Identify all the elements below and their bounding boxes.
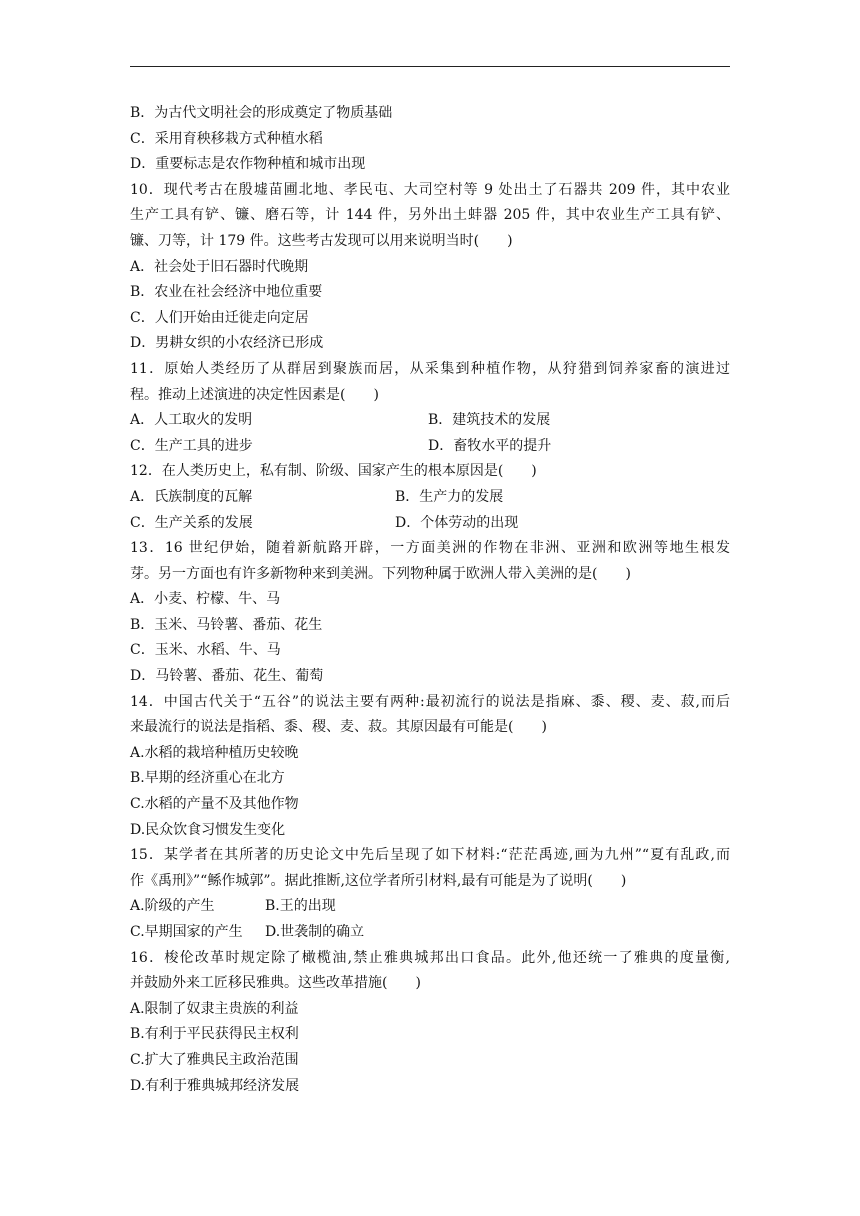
q16-option-d: D.有利于雅典城邦经济发展 xyxy=(130,1077,300,1094)
q12-option-a: A．氏族制度的瓦解 xyxy=(130,488,253,505)
q12-options-row-2 xyxy=(130,511,730,537)
q11-stem-line-2: 程。推动上述演进的决定性因素是( ) xyxy=(130,386,379,403)
q13-stem-line-1: 13．16 世纪伊始，随着新航路开辟，一方面美洲的作物在非洲、亚洲和欧洲等地生根发 xyxy=(130,540,730,557)
q11-options-row-1 xyxy=(130,408,730,434)
q10-stem-line-1: 10．现代考古在殷墟苗圃北地、孝民屯、大司空村等 9 处出土了石器共 209 件，其中农业 xyxy=(130,181,730,198)
q15-options-row-1 xyxy=(130,894,730,920)
q14-stem-line-2: 来最流行的说法是指稻、黍、稷、麦、菽。其原因最有可能是( ) xyxy=(130,719,547,736)
q15-option-d: D.世袭制的确立 xyxy=(265,924,365,940)
q11-option-d: D．畜牧水平的提升 xyxy=(428,437,552,454)
q15-stem-line-2: 作《禹刑》”“鲧作城郭”。据此推断,这位学者所引材料,最有可能是为了说明( ) xyxy=(130,872,627,889)
q9-option-c: C．采用育秧移栽方式种植水稻 xyxy=(130,130,323,147)
q16-option-a: A.限制了奴隶主贵族的利益 xyxy=(130,1000,299,1017)
q16-stem-line-2: 并鼓励外来工匠移民雅典。这些改革措施( ) xyxy=(130,975,421,992)
q12-options-row-1 xyxy=(130,485,730,511)
q16-option-b: B.有利于平民获得民主权利 xyxy=(130,1026,299,1043)
q10-option-d: D．男耕女织的小农经济已形成 xyxy=(130,335,324,352)
q10-option-c: C．人们开始由迁徙走向定居 xyxy=(130,309,309,326)
q15-options-row-2 xyxy=(130,920,730,946)
q16-option-c: C.扩大了雅典民主政治范围 xyxy=(130,1051,299,1068)
q10-stem-line-2: 生产工具有铲、镰、磨石等，计 144 件，另外出土蚌器 205 件，其中农业生产工具有铲、 xyxy=(130,207,730,224)
q13-option-d: D．马铃薯、番茄、花生、葡萄 xyxy=(130,668,324,685)
q14-option-d: D.民众饮食习惯发生变化 xyxy=(130,821,286,838)
q12-option-d: D．个体劳动的出现 xyxy=(395,514,519,531)
q10-option-b: B．农业在社会经济中地位重要 xyxy=(130,284,323,301)
q15-option-c: C.早期国家的产生 xyxy=(130,924,243,940)
q11-option-c: C．生产工具的进步 xyxy=(130,437,253,454)
q10-option-a: A．社会处于旧石器时代晚期 xyxy=(130,258,309,275)
q14-option-b: B.早期的经济重心在北方 xyxy=(130,770,285,787)
q11-options-row-2 xyxy=(130,434,730,460)
q15-option-b: B.王的出现 xyxy=(265,898,336,915)
q15-stem-line-1: 15．某学者在其所著的历史论文中先后呈现了如下材料:“茫茫禹迹,画为九州”“夏有乱政,而 xyxy=(130,847,730,864)
q14-option-a: A.水稻的栽培种植历史较晚 xyxy=(130,744,299,761)
q16-stem-line-1: 16．梭伦改革时规定除了橄榄油,禁止雅典城邦出口食品。此外,他还统一了雅典的度量衡, xyxy=(130,949,730,966)
q14-option-c: C.水稻的产量不及其他作物 xyxy=(130,796,299,813)
q13-option-c: C．玉米、水稻、牛、马 xyxy=(130,642,281,659)
q11-stem-line-1: 11．原始人类经历了从群居到聚族而居，从采集到种植作物，从狩猎到饲养家畜的演进过 xyxy=(130,360,730,377)
q13-option-b: B．玉米、马铃薯、番茄、花生 xyxy=(130,616,323,633)
q13-stem-line-2: 芽。另一方面也有许多新物种来到美洲。下列物种属于欧洲人带入美洲的是( ) xyxy=(130,565,631,582)
q10-stem-line-3: 镰、刀等，计 179 件。这些考古发现可以用来说明当时( ) xyxy=(130,232,513,249)
q15-option-a: A.阶级的产生 xyxy=(130,898,215,915)
q11-option-b: B．建筑技术的发展 xyxy=(428,412,551,429)
question-content xyxy=(130,101,730,1099)
header-rule xyxy=(130,66,730,67)
q12-option-c: C．生产关系的发展 xyxy=(130,514,253,531)
q14-stem-line-1: 14．中国古代关于“五谷”的说法主要有两种:最初流行的说法是指麻、黍、稷、麦、菽,而后 xyxy=(130,693,730,710)
q12-stem: 12．在人类历史上，私有制、阶级、国家产生的根本原因是( ) xyxy=(130,463,537,480)
q9-option-b: B．为古代文明社会的形成奠定了物质基础 xyxy=(130,105,393,121)
q9-option-d: D．重要标志是农作物种植和城市出现 xyxy=(130,156,366,173)
q13-option-a: A．小麦、柠檬、牛、马 xyxy=(130,591,281,608)
q12-option-b: B．生产力的发展 xyxy=(395,488,504,505)
q11-option-a: A．人工取火的发明 xyxy=(130,412,253,429)
